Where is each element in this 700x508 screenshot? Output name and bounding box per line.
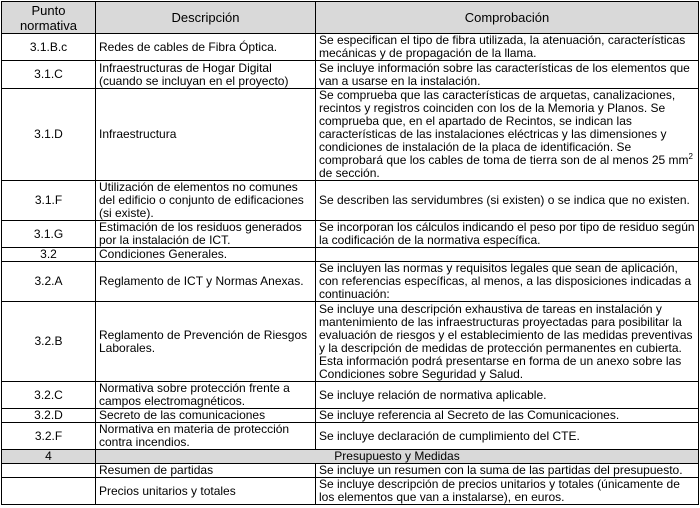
row-check: Se incluye relación de normativa aplicable. (316, 382, 699, 409)
row-check-superscript: 2 (688, 152, 693, 161)
row-description: Resumen de partidas (96, 464, 316, 478)
row-description: Reglamento de ICT y Normas Anexas. (96, 262, 316, 302)
table-row (2, 89, 699, 181)
row-number: 3.1.D (2, 89, 96, 181)
table-header-row (2, 2, 699, 34)
row-check: Se incluye un resumen con la suma de las partidas del presupuesto. (316, 464, 699, 478)
row-description: Condiciones Generales. (96, 248, 316, 262)
table-row (2, 248, 699, 262)
row-check: Se incluye referencia al Secreto de las Comunicaciones. (316, 409, 699, 423)
row-check: Se describen las servidumbres (si existen) o se indica que no existen. (316, 181, 699, 221)
table-row (2, 181, 699, 221)
row-check (316, 89, 699, 181)
table-row (2, 34, 699, 61)
row-check (316, 248, 699, 262)
row-check: Se incluye declaración de cumplimiento del CTE. (316, 423, 699, 450)
table-row (2, 423, 699, 450)
row-number: 3.2.A (2, 262, 96, 302)
row-description: Secreto de las comunicaciones (96, 409, 316, 423)
header-descripcion: Descripción (96, 2, 316, 34)
row-number: 3.2 (2, 248, 96, 262)
table-row (2, 61, 699, 89)
row-description: Infraestructuras de Hogar Digital (cuando se incluyan en el proyecto) (96, 61, 316, 89)
row-number: 3.2.D (2, 409, 96, 423)
normative-check-table (1, 1, 699, 505)
section-row (2, 450, 699, 464)
row-number: 3.1.F (2, 181, 96, 221)
table-row (2, 262, 699, 302)
row-description: Utilización de elementos no comunes del edificio o conjunto de edificaciones (si existe). (96, 181, 316, 221)
row-description: Normativa en materia de protección contra incendios. (96, 423, 316, 450)
table-row (2, 382, 699, 409)
table-row (2, 409, 699, 423)
row-number: 3.1.B.c (2, 34, 96, 61)
section-title: Presupuesto y Medidas (96, 450, 699, 464)
table-row (2, 478, 699, 505)
row-description: Normativa sobre protección frente a campos electromagnéticos. (96, 382, 316, 409)
row-check-text: Se comprueba que las características de arquetas, canalizaciones, recintos y registros coinciden con los de la Memoria y Planos. Se comprueba que, en el apartado de Recintos, se indican las características de las instalaciones eléctricas y las dimensiones y condiciones de instalación de la placa de identificación. Se comprobará que los cables de toma de tierra son de al menos 25 mm (319, 88, 689, 167)
row-check: Se incluye una descripción exhaustiva de tareas en instalación y mantenimiento de las infraestructuras proyectadas para posibilitar la evaluación de riesgos y el establecimiento de las medidas preventivas y la descripción de medidas de protección permanentes en cubierta. Esta información podrá presentarse en forma de un anexo sobre las Condiciones sobre Seguridad y Salud. (316, 302, 699, 382)
row-number: 3.2.B (2, 302, 96, 382)
row-description: Infraestructura (96, 89, 316, 181)
table-row (2, 221, 699, 248)
section-number: 4 (2, 450, 96, 464)
row-number (2, 464, 96, 478)
table-row (2, 302, 699, 382)
row-check: Se incluyen las normas y requisitos legales que sean de aplicación, con referencias específicas, al menos, a las disposiciones indicadas a continuación: (316, 262, 699, 302)
row-description: Reglamento de Prevención de Riesgos Laborales. (96, 302, 316, 382)
header-comprobacion: Comprobación (316, 2, 699, 34)
row-check: Se especifican el tipo de fibra utilizada, la atenuación, características mecánicas y de propagación de la llama. (316, 34, 699, 61)
row-number: 3.1.G (2, 221, 96, 248)
row-number: 3.1.C (2, 61, 96, 89)
row-description: Estimación de los residuos generados por la instalación de ICT. (96, 221, 316, 248)
row-number (2, 478, 96, 505)
row-check-text-tail: de sección. (319, 166, 380, 180)
row-description: Precios unitarios y totales (96, 478, 316, 505)
row-number: 3.2.F (2, 423, 96, 450)
table-row (2, 464, 699, 478)
row-description: Redes de cables de Fibra Óptica. (96, 34, 316, 61)
row-check: Se incorporan los cálculos indicando el peso por tipo de residuo según la codificación de la normativa específica. (316, 221, 699, 248)
header-punto-normativa: Punto normativa (2, 2, 96, 34)
row-check: Se incluye información sobre las características de los elementos que van a usarse en la instalación. (316, 61, 699, 89)
row-check: Se incluye descripción de precios unitarios y totales (únicamente de los elementos que van a instalarse), en euros. (316, 478, 699, 505)
row-number: 3.2.C (2, 382, 96, 409)
